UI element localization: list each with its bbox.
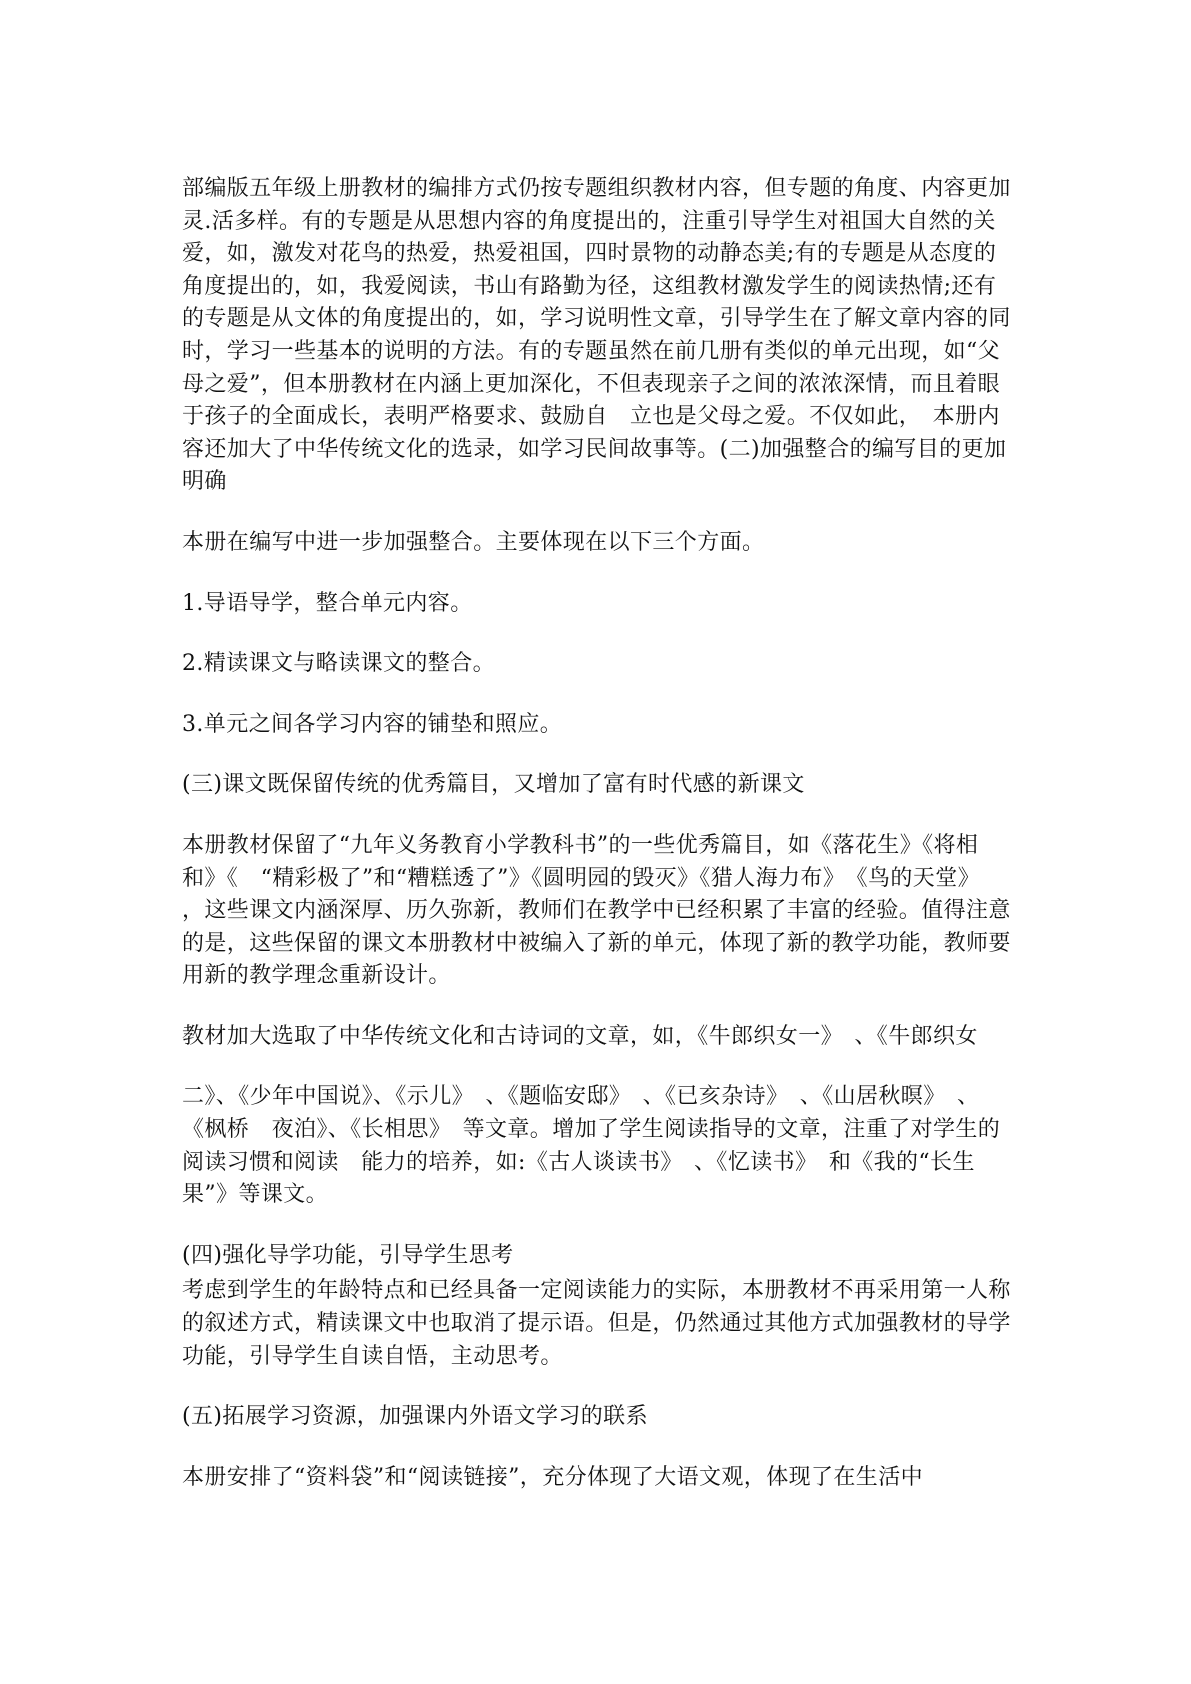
list-item-3: 3.单元之间各学习内容的铺垫和照应。	[182, 711, 563, 737]
paragraph-intro: 部编版五年级上册教材的编排方式仍按专题组织教材内容，但专题的角度、内容更加灵.活多样。有的专题是从思想内容的角度提出的，注重引导学生对祖国大自然的关爱，如，激发对花鸟的热爱，热爱祖国，四时景物的动静态美;有的专题是从态度的角度提出的，如，我爱阅读，书山有路勤为径，这组教材激发学生的阅读热情;还有的专题是从文体的角度提出的，如，学习说明性文章，引导学生在了解文章内容的同时，学习一些基本的说明的方法。有的专题虽然在前几册有类似的单元出现，如“父母之爱”，但本册教材在内涵上更加深化，不但表现亲子之间的浓浓深情，而且着眼于孩子的全面成长，表明严格要求、鼓励自 立也是父母之爱。不仅如此， 本册内容还加大了中华传统文化的选录，如学习民间故事等。(二)加强整合的编写目的更加明确	[182, 176, 1011, 495]
list-item-2: 2.精读课文与略读课文的整合。	[182, 651, 495, 677]
paragraph-classic-texts: 本册教材保留了“九年义务教育小学教科书”的一些优秀篇目，如《落花生》《将相 和》《 “精彩极了”和“糟糕透了”》《圆明园的毁灭》《猎人海力布》 《鸟的天堂》 ，这些课文内涵深厚、历久弥新，教师们在教学中已经积累了丰富的经验。值得注意的是，这些保留的课文本册教材中被编入了新的单元，体现了新的教学功能，教师要用新的教学理念重新设计。	[182, 832, 1011, 989]
paragraph-guided-learning: 考虑到学生的年龄特点和已经具备一定阅读能力的实际，本册教材不再采用第一人称的叙述方式，精读课文中也取消了提示语。但是，仍然通过其他方式加强教材的导学功能，引导学生自读自悟，主动思考。	[182, 1278, 1011, 1369]
paragraph-integration: 本册在编写中进一步加强整合。主要体现在以下三个方面。	[182, 529, 765, 555]
section-heading-5: (五)拓展学习资源，加强课内外语文学习的联系	[182, 1404, 648, 1430]
paragraph-traditional-culture: 教材加大选取了中华传统文化和古诗词的文章，如，《牛郎织女一》 、《牛郎织女	[182, 1023, 978, 1049]
paragraph-resources: 本册安排了“资料袋”和“阅读链接”，充分体现了大语文观，体现了在生活中	[182, 1464, 923, 1490]
paragraph-reading-guidance: 二》、《少年中国说》、《示儿》 、《题临安邸》 、《已亥杂诗》 、《山居秋暝》 、《枫桥 夜泊》、《长相思》 等文章。增加了学生阅读指导的文章，注重了对学生的阅读习惯和阅读 能力的培养，如:《古人谈读书》 、《忆读书》 和《我的“长生果”》等课文。	[182, 1084, 1001, 1208]
section-heading-3: (三)课文既保留传统的优秀篇目，又增加了富有时代感的新课文	[182, 772, 805, 798]
list-item-1: 1.导语导学，整合单元内容。	[182, 590, 473, 616]
document-body	[182, 173, 1012, 1494]
section-heading-4: (四)强化导学功能，引导学生思考	[182, 1242, 514, 1268]
